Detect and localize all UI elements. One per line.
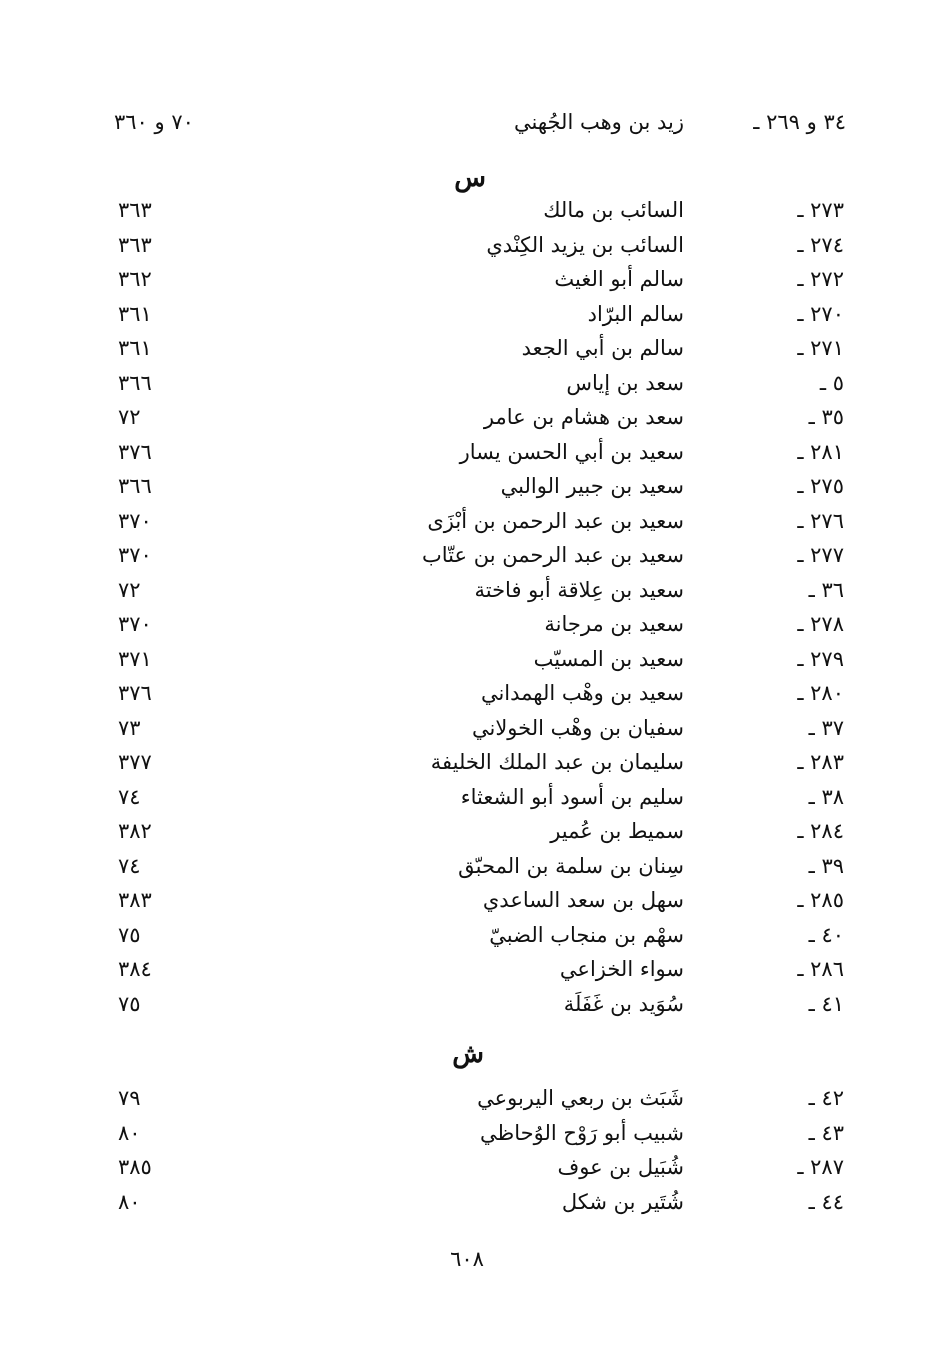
entry-name: زيد بن وهب الجُهني [513,110,684,134]
index-entry-row [0,400,934,434]
entry-page-ref: ٣٧٧ [118,750,152,774]
entry-name: سعيد بن أبي الحسن يسار [459,439,684,464]
entry-page-ref: ٣٧٦ [118,681,152,705]
index-entry-row [0,538,934,572]
entry-number: ٣٥ ـ [808,405,844,429]
index-entry-row [0,849,934,883]
entry-page-ref: ٣٦١ [118,336,152,360]
entry-number: ٢٧٠ ـ [797,301,844,326]
index-entry-row [0,676,934,710]
entry-number: ٢٧٥ ـ [797,474,844,498]
entry-page-ref: ٣٨٥ [118,1155,152,1179]
entry-name: سعيد بن جبير الوالبي [500,474,684,498]
index-entry-row [0,987,934,1021]
entry-name: سعد بن إياس [566,370,684,395]
entry-page-ref: ٣٧٠ [118,612,152,636]
index-entry-row [0,331,934,365]
entry-page-ref: ٨٠ [118,1189,141,1214]
index-entry-row [0,1116,934,1150]
entry-name: سُوَيد بن غَفَلَة [563,991,684,1016]
entry-page-ref: ٨٠ [118,1120,141,1145]
entry-name: سالم بن أبي الجعد [521,336,684,360]
entry-page-ref: ٣٦٦ [118,370,152,395]
entry-name: سعيد بن وهْب الهمداني [480,681,684,705]
index-entry-row [0,297,934,331]
entry-name: سليم بن أسود أبو الشعثاء [460,784,684,809]
entry-page-ref: ٣٨٣ [118,888,152,912]
entry-number: ٢٧٣ ـ [797,198,844,222]
entry-number: ٢٨٤ ـ [797,819,844,843]
entry-page-ref: ٧٠ و ٣٦٠ [114,110,194,134]
entry-name: سعيد بن عبد الرحمن بن عتّاب [422,543,684,567]
entry-name: سعيد بن المسيّب [533,646,684,671]
entry-number: ٣٦ ـ [808,577,844,602]
index-entry-row [0,1185,934,1219]
index-entry-row [0,780,934,814]
index-entry-row [0,435,934,469]
entry-name: سميط بن عُمير [550,819,684,843]
entry-number: ٢٧٩ ـ [797,646,844,671]
entry-number: ٣٩ ـ [808,853,844,878]
index-entry-row [0,504,934,538]
entry-page-ref: ٧٣ [118,715,141,740]
entry-page-ref: ٣٨٢ [118,819,152,843]
entry-name: سعيد بن عبد الرحمن بن أبْزَى [427,508,684,533]
entry-name: شُتَير بن شكل [561,1189,684,1214]
index-entry-row [0,918,934,952]
entry-name: السائب بن مالك [543,198,684,222]
entry-page-ref: ٧٩ [118,1086,141,1110]
entry-number: ٢٧١ ـ [797,336,844,360]
entry-number: ٤٣ ـ [808,1120,844,1145]
entry-page-ref: ٣٧٦ [118,439,152,464]
section-letter-sheen: ش [452,1039,484,1069]
page-number: ٦٠٨ [450,1247,484,1271]
entry-name: سعد بن هشام بن عامر [483,405,684,429]
index-entry-row [0,814,934,848]
index-entry-row [0,883,934,917]
entry-page-ref: ٧٥ [118,922,141,947]
entry-name: سليمان بن عبد الملك الخليفة [430,750,684,774]
section-letter-seen: س [454,163,486,193]
index-entry-row [0,262,934,296]
entry-number: ٢٧٨ ـ [797,612,844,636]
top-entry-row [0,105,934,139]
entry-name: سواء الخزاعي [559,957,684,981]
entry-name: سهْم بن منجاب الضبيّ [489,922,684,947]
index-entry-row [0,366,934,400]
entry-page-ref: ٣٦٢ [118,267,152,291]
entry-page-ref: ٧٤ [118,853,141,878]
entry-number: ٥ ـ [819,370,844,395]
entry-name: سالم أبو الغيث [554,267,684,291]
entry-name: سالم البرّاد [587,301,684,326]
entry-number: ٢٨٠ ـ [797,681,844,705]
entry-page-ref: ٧٤ [118,784,141,809]
index-entry-row [0,1081,934,1115]
index-entry-row [0,745,934,779]
entry-number: ٢٨٧ ـ [797,1155,844,1179]
entry-page-ref: ٧٢ [118,405,141,429]
entry-number: ٣٧ ـ [808,715,844,740]
entry-number: ٤١ ـ [808,991,844,1016]
index-entry-row [0,711,934,745]
index-entry-row [0,193,934,227]
entry-name: شبيب أبو رَوْح الوُحاظي [480,1120,684,1145]
entry-number: ٤٠ ـ [808,922,844,947]
entry-number: ٤٢ ـ [808,1086,844,1110]
entry-page-ref: ٧٥ [118,991,141,1016]
entry-page-ref: ٣٦١ [118,301,152,326]
entry-number: ٣٤ و ٢٦٩ ـ [753,110,846,134]
entry-name: سعيد بن مرجانة [544,612,684,636]
index-entry-row [0,607,934,641]
entry-page-ref: ٧٢ [118,577,141,602]
entry-name: شُبَيل بن عوف [557,1155,684,1179]
index-entry-row [0,952,934,986]
entry-name: سعيد بن عِلاقة أبو فاختة [474,577,684,602]
entry-page-ref: ٣٧١ [118,646,152,671]
entry-page-ref: ٣٦٣ [118,232,152,257]
entry-page-ref: ٣٧٠ [118,543,152,567]
index-entry-row [0,228,934,262]
entry-number: ٢٨٣ ـ [797,750,844,774]
index-entry-row [0,469,934,503]
entry-name: السائب بن يزيد الكِنْدي [486,232,684,257]
entry-number: ٢٧٢ ـ [797,267,844,291]
entry-number: ٢٨١ ـ [797,439,844,464]
entry-name: سفيان بن وهْب الخولاني [471,715,684,740]
entry-page-ref: ٣٨٤ [118,957,152,981]
entry-number: ٤٤ ـ [808,1189,844,1214]
entry-name: شَبَث بن ربعي اليربوعي [477,1086,684,1110]
index-entry-row [0,573,934,607]
entry-name: سِنان بن سلمة بن المحبّق [458,853,684,878]
entry-number: ٢٨٦ ـ [797,957,844,981]
entry-page-ref: ٣٧٠ [118,508,152,533]
index-entry-row [0,1150,934,1184]
entry-number: ٢٧٤ ـ [797,232,844,257]
index-entry-row [0,642,934,676]
entry-page-ref: ٣٦٦ [118,474,152,498]
entry-number: ٢٧٦ ـ [797,508,844,533]
entry-name: سهل بن سعد الساعدي [482,888,684,912]
entry-number: ٢٧٧ ـ [797,543,844,567]
entry-number: ٢٨٥ ـ [797,888,844,912]
entry-number: ٣٨ ـ [808,784,844,809]
entry-page-ref: ٣٦٣ [118,198,152,222]
